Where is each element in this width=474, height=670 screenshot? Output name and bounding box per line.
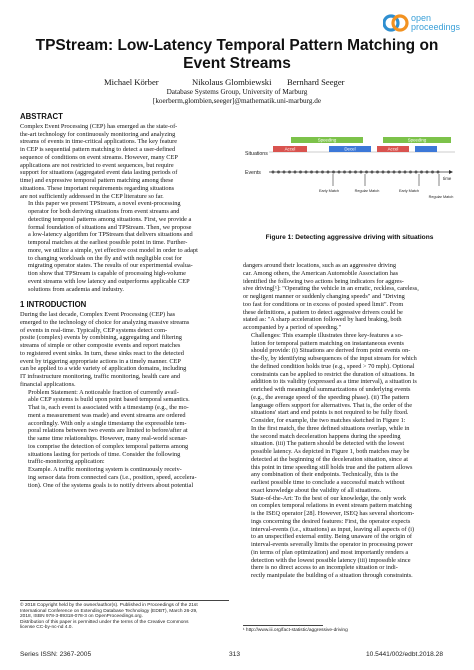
event-dot [321,171,324,174]
intro-problem-statement [20,389,229,467]
text-line: operator for both deriving situations from event streams and [28,208,180,215]
text-line: stated as: "A sharp acceleration followed by hard braking, both [243,316,402,324]
text-line: enriched with meaningful summarizations of underlying events [251,386,411,393]
author-3: Bernhard Seeger [287,77,345,87]
event-dot [409,171,412,174]
text-line: applications are not restricted to event sequences, but require [20,161,174,169]
text-line: any combination of their endpoints. Technically, this is the [251,471,399,479]
text-line: the-fly, by identifying subsequences of the input stream for which [251,355,417,362]
text-line: In this paper we present TPStream, a novel event-processing [28,200,181,208]
text-line: In the first match, the three defined situations overlap, while in [251,424,410,432]
text-line: rectly manipulate the building of a situation through constraints. [251,572,413,579]
intro-heading: 1 INTRODUCTION [20,300,87,310]
text-line: earliest possible time to conclude a successful match without [251,479,405,486]
text-line: sive driving[¹]: "Operating the vehicle in an erratic, reckless, careless, [243,285,419,293]
event-dot [305,171,308,174]
text-line: identified the following two actions being indicators for aggres- [243,277,404,285]
text-line: to an unspecified external entity. Being unaware of the origin of [251,533,412,541]
event-dot [277,171,280,174]
text-line: Challenges: This example illustrates three key-features a so- [251,331,403,339]
figure-1 [243,112,456,262]
text-line: detection with the lowest possible latency (iii) impossible since [251,556,411,564]
logo-line2: proceedings [411,22,461,32]
text-line: too fast for conditions or in excess of posted speed limit". From [243,300,404,308]
text-line: these definitions, a pattern to detect aggressive drivers could be [243,308,403,316]
text-line: International Conference on Extending Database Technology (EDBT), March 26-29, [20,608,198,614]
text-line: the second match deceleration happens during the speeding [251,432,401,440]
text-line: car. Among others, the American Automobile Association has [243,269,399,277]
text-line: or negligent manner or suddenly changing speeds" and "Driving [243,293,405,300]
text-line: exact knowledge about the validity of all situations. [251,486,382,494]
event-dot [294,171,297,174]
text-line: posite (complex) events by combining, aggregating and filtering [20,334,182,342]
text-line: Consider, for example, the two matches sketched in Figure 1: [251,417,406,424]
text-line: emerged to the technology of choice for analyzing massive streams [20,318,190,326]
text-line: there is no direct access to an incomplete situation or indi- [251,564,398,572]
text-line: (in terms of plan optimization) and most importantly renders a [251,548,409,556]
event-dot [360,171,363,174]
text-line: the defined condition holds true (e.g., speed > 70 mph). Optional [251,362,415,370]
text-line: language offers support for alternatives. That is, the order of the [251,401,412,409]
text-line: detected at the beginning of the deceleration situation, since at [251,455,409,463]
text-line: event streams with low latency and outperforms applicable CEP [28,277,190,285]
text-line: financial applications. [20,380,76,388]
text-line: of events in real-time. Typically, CEP systems detect com- [20,326,168,334]
text-line: situations' start and end points is not required to be fully fixed. [251,409,409,417]
event-dot [404,171,407,174]
text-line: this point in time speeding still holds true and the pattern allows [251,463,413,471]
text-line: the same time relationships. However, many real-world scenar- [28,435,188,442]
text-line: © 2018 Copyright held by the owner/author(s). Published in Proceedings of the 21st [20,603,198,608]
text-line: ios comprise the detection of complex temporal patterns among [28,442,189,450]
text-line: situation. (iii) The pattern should be detected with the lowest [251,440,405,448]
text-line: streams of simple or other composite events and report matches [20,342,181,349]
text-line: event by triggering appropriate actions in a timely manner. CEP [20,357,181,365]
event-dot [376,171,379,174]
text-line: constraints can be applied to restrict the duration of situations. In [251,370,415,378]
event-dot [354,171,357,174]
text-line: Complex Event Processing (CEP) has emerged as the state-of- [20,122,178,130]
event-dot [365,171,368,174]
event-dot [332,171,335,174]
decel-bar-2 [415,146,437,152]
right-paragraph-1 [243,262,456,332]
text-line: accompanied by a period of speeding." [243,324,342,331]
text-line: sequence of conditions on event streams. However, many CEP [20,153,178,161]
text-line: situations lasting for periods of time. Consider the following [28,450,181,458]
text-line: in CEP is sequential pattern matching to detect a user-defined [20,146,176,153]
text-line: migrating operator states. The results of our experimental evalua- [28,262,193,270]
affiliation-line1: Database Systems Group, University of Marburg [166,88,308,96]
text-line: to changing workloads on the fly and with negligible cost for [28,254,182,262]
abstract-paragraph-1 [20,123,229,201]
accel-label-1: Accel [284,146,296,152]
author-1: Michael Körber [104,77,159,87]
text-line: accordingly. With only a single timestamp the expressible tem- [28,419,187,427]
text-line: Example. A traffic monitoring system is continuously receiv- [28,466,182,473]
author-2: Nikolaus Glombiewski [192,77,272,87]
text-line: (e.g., the average speed of the speeding phase). (ii) The pattern [251,393,410,401]
affiliation [0,88,474,106]
right-column [243,262,456,580]
footnote-rule [20,600,229,601]
footer-issn: Series ISSN: 2367-2005 [20,651,92,658]
intro-example [20,466,229,489]
text-line: interval-events severally limits the operator in processing power [251,541,413,548]
match-label-1: Early Match [318,189,340,193]
text-line: possible latency. As depicted in Figure 1, both matches may be [251,448,410,455]
text-line: IT infrastructure monitoring, traffic monitoring, health care and [20,373,181,380]
text-line: addition to its validity (expressed as a time interval), a situation is [251,378,417,386]
text-line: able CEP systems is build upon point based temporal semantics. [28,396,190,404]
speeding-label-2: Speeding [407,137,427,143]
intro-paragraph-1 [20,311,229,389]
copyright-footnote [20,603,229,631]
text-line: a low-latency algorithm for TPStream that delivers situations and [28,231,193,239]
event-dot [338,171,341,174]
match-label-3: Early Match [398,189,420,193]
text-line: ment a measurement was made) and event streams are ordered [28,411,186,419]
open-proceedings-logo [383,12,463,36]
logo-circles-icon [383,12,409,34]
text-line: is the ISEQ operator [28]. However, ISEQ has several shortcom- [251,510,415,517]
text-line: to registered event sinks. In turn, these sinks react to the detected [20,349,184,357]
match-label-2: Regular Match [354,189,380,193]
text-line: tion). One of the systems goals is to notify drivers about potential [28,481,194,489]
match-label-4: Regular Match [428,195,454,199]
event-dot [310,171,313,174]
time-label: time [443,176,452,181]
text-line: license CC-by-nc-nd 4.0. [20,625,73,631]
event-dot [316,171,319,174]
time-arrow-icon [449,170,453,174]
event-dot [343,171,346,174]
text-line: formal foundation of situations and TPStream. Then, we propose [28,223,192,231]
event-dot [398,171,401,174]
text-line: are not sufficiently addressed in the CEP literature so far. [20,192,164,200]
text-line: traffic-monitoring application: [28,458,105,466]
text-line: During the last decade, Complex Event Processing (CEP) has [20,311,176,318]
text-line: detecting temporal patterns among situations. First, we provide a [28,215,192,223]
event-dot [272,171,275,174]
event-dot [387,171,390,174]
text-line: That is, each event is associated with a timestamp (e.g., the mo- [28,404,189,411]
event-dot [288,171,291,174]
event-dot [327,171,330,174]
text-line: should provide: (i) Situations are derived from point events on- [251,347,411,355]
text-line: ings concerning the desired features: First, the operator expects [251,517,411,525]
event-dot [393,171,396,174]
right-challenges [243,332,456,495]
text-line: State-of-the-Art: To the best of our knowledge, the only work [251,494,407,502]
text-line: support for situations (aggregated event data lasting periods of [20,169,178,177]
footer-doi: 10.5441/002/edbt.2018.28 [366,651,444,658]
event-dot [382,171,385,174]
event-dot [415,171,418,174]
decel-label-1: Decel [344,146,356,152]
text-line: tion show that TPStream is capable of processing high-volume [28,270,186,277]
event-dot [283,171,286,174]
paper-title: TPStream: Low-Latency Temporal Pattern Matching on Event Streams [35,37,439,72]
event-dot [420,171,423,174]
event-dot [431,171,434,174]
event-dot [371,171,374,174]
left-column [20,113,229,489]
text-line: poral relations between two events are limited to before/after at [28,427,188,435]
text-line: situations. These important requirements regarding situations [20,184,175,192]
right-state-of-the-art [243,495,456,580]
event-dot [426,171,429,174]
speeding-label-1: Speeding [317,137,337,143]
right-footnote-rule [243,625,323,626]
text-line: can be applied to a wide variety of application domains, including [20,365,187,373]
event-dot [437,171,440,174]
figure-caption: Figure 1: Detecting aggressive driving with situations [265,234,434,241]
accel-label-2: Accel [387,146,399,152]
text-line: dangers around their locations, such as an aggressive driving [243,262,397,269]
row-label-events: Events [245,170,261,176]
text-line: the-art technology for continuously monitoring and analyzing [20,130,176,138]
event-dot [349,171,352,174]
logo-line1: open [411,13,432,23]
event-dot [299,171,302,174]
text-line: streams of events in time-critical applications. The key feature [20,138,178,146]
text-line: on complex temporal relations in event stream pattern matching [251,502,412,510]
page-number: 313 [229,651,241,658]
abstract-paragraph-2 [20,200,229,293]
figure-1-diagram [243,112,456,237]
text-line: ing sensor data from connected cars (i.e., position, speed, accelera- [28,473,197,481]
text-line: interval-events (i.e., situations) as input, leaving all aspects of (i) [251,525,415,533]
text-line: Problem Statement: A noticeable fraction of currently avail- [28,388,179,396]
text-line: Distribution of this paper is permitted under the terms of the Creative Commons [20,619,189,625]
text-line: more, we utilize a simple, yet effective cost model in order to adapt [28,246,198,254]
abstract-heading: ABSTRACT [20,112,63,121]
text-line: time) and expressive temporal pattern matching among these [20,177,174,184]
affiliation-emails: [koerberm,glombien,seeger]@mathematik.uni-marburg.de [152,96,322,105]
text-line: temporal matches at the earliest possible point in time. Further- [28,239,188,246]
url-footnote: ¹ http://www.iii.org/fact-statistic/aggressive-driving [243,628,348,633]
text-line: lution for temporal pattern matching on instantaneous events [251,339,405,347]
text-line: 2018, ISBN 978-3-89318-078-3 on OpenProceedings.org. [20,614,143,620]
row-label-situations: Situations [245,151,268,157]
text-line: solutions from academia and industry. [28,285,124,293]
